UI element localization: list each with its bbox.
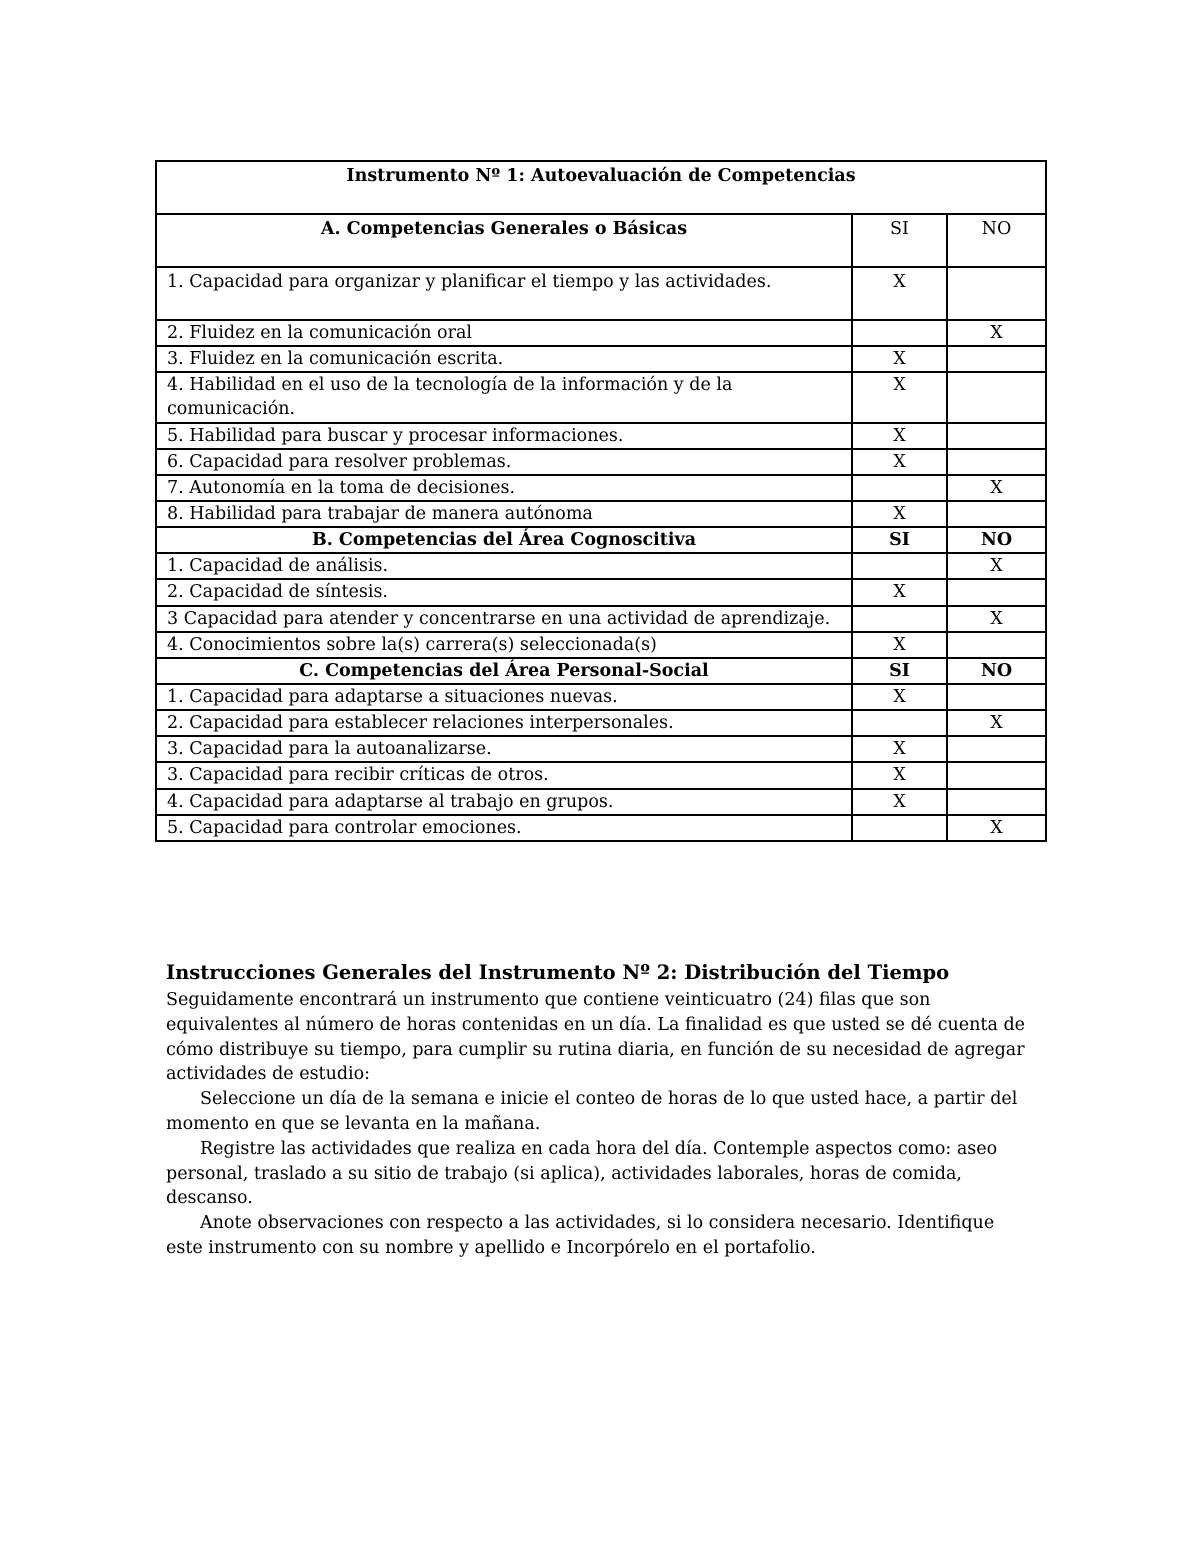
si-mark: X [852, 449, 947, 475]
no-mark [947, 372, 1046, 422]
si-mark [852, 553, 947, 579]
instructions-heading: Instrucciones Generales del Instrumento Nº 2: Distribución del Tiempo [166, 961, 950, 984]
table-row [156, 267, 1046, 320]
section-a-header [156, 214, 1046, 267]
table-row [156, 423, 1046, 449]
si-column-header: SI [852, 527, 947, 553]
si-mark: X [852, 423, 947, 449]
no-mark: X [947, 320, 1046, 346]
competency-text: 3 Capacidad para atender y concentrarse en una actividad de aprendizaje. [156, 606, 852, 632]
table-row [156, 684, 1046, 710]
competency-text: 2. Fluidez en la comunicación oral [156, 320, 852, 346]
table-row [156, 762, 1046, 788]
competency-text: 4. Conocimientos sobre la(s) carrera(s) seleccionada(s) [156, 632, 852, 658]
no-mark: X [947, 815, 1046, 841]
competency-text: 5. Capacidad para controlar emociones. [156, 815, 852, 841]
si-column-header: SI [852, 658, 947, 684]
table-row [156, 632, 1046, 658]
si-mark: X [852, 684, 947, 710]
table-row [156, 789, 1046, 815]
si-mark: X [852, 346, 947, 372]
competency-text: 2. Capacidad de síntesis. [156, 579, 852, 605]
no-column-header: NO [947, 658, 1046, 684]
table-title-row [156, 161, 1046, 214]
no-mark: X [947, 553, 1046, 579]
table-row [156, 736, 1046, 762]
competency-text: 4. Habilidad en el uso de la tecnología de la información y de la comunicación. [156, 372, 852, 422]
competency-text: 1. Capacidad para organizar y planificar el tiempo y las actividades. [156, 267, 852, 320]
section-b-header [156, 527, 1046, 553]
instructions-step: Anote observaciones con respecto a las actividades, si lo considera necesario. Identifique este instrumento con su nombre y apellido e Incorpórelo en el portafolio. [166, 1213, 995, 1258]
si-mark: X [852, 267, 947, 320]
si-mark [852, 475, 947, 501]
table-row [156, 606, 1046, 632]
competency-text: 1. Capacidad para adaptarse a situaciones nuevas. [156, 684, 852, 710]
table-row [156, 579, 1046, 605]
si-mark [852, 815, 947, 841]
no-mark: X [947, 475, 1046, 501]
competency-text: 4. Capacidad para adaptarse al trabajo en grupos. [156, 789, 852, 815]
no-mark [947, 449, 1046, 475]
si-mark [852, 320, 947, 346]
table-row [156, 449, 1046, 475]
no-mark [947, 684, 1046, 710]
si-mark: X [852, 762, 947, 788]
instructions-step: Registre las actividades que realiza en cada hora del día. Contemple aspectos como: aseo personal, traslado a su sitio de trabajo (si aplica), actividades laborales, horas de comida, descanso. [166, 1138, 998, 1209]
no-mark [947, 423, 1046, 449]
competency-text: 8. Habilidad para trabajar de manera autónoma [156, 501, 852, 527]
table-row [156, 815, 1046, 841]
no-mark [947, 267, 1046, 320]
si-mark: X [852, 632, 947, 658]
competency-text: 3. Capacidad para recibir críticas de otros. [156, 762, 852, 788]
si-column-header: SI [852, 214, 947, 267]
competency-text: 3. Capacidad para la autoanalizarse. [156, 736, 852, 762]
instructions-block [166, 960, 1036, 1261]
no-mark [947, 789, 1046, 815]
no-mark [947, 579, 1046, 605]
competency-text: 7. Autonomía en la toma de decisiones. [156, 475, 852, 501]
table-row [156, 320, 1046, 346]
no-column-header: NO [947, 214, 1046, 267]
si-mark [852, 606, 947, 632]
table-row [156, 372, 1046, 422]
no-mark: X [947, 606, 1046, 632]
no-mark [947, 346, 1046, 372]
si-mark: X [852, 501, 947, 527]
competency-text: 3. Fluidez en la comunicación escrita. [156, 346, 852, 372]
si-mark: X [852, 372, 947, 422]
competency-text: 6. Capacidad para resolver problemas. [156, 449, 852, 475]
si-mark: X [852, 789, 947, 815]
competency-text: 1. Capacidad de análisis. [156, 553, 852, 579]
instructions-step: Seleccione un día de la semana e inicie el conteo de horas de lo que usted hace, a partir del momento en que se levanta en la mañana. [166, 1089, 1018, 1134]
no-mark: X [947, 710, 1046, 736]
section-b-heading: B. Competencias del Área Cognoscitiva [156, 527, 852, 553]
instructions-intro: Seguidamente encontrará un instrumento que contiene veinticuatro (24) filas que son equivalentes al número de horas contenidas en un día. La finalidad es que usted se dé cuenta de cómo distribuye su tiempo, para cumplir su rutina diaria, en función de su necesidad de agregar actividades de estudio: [166, 990, 1026, 1085]
competency-text: 2. Capacidad para establecer relaciones interpersonales. [156, 710, 852, 736]
no-mark [947, 501, 1046, 527]
table-row [156, 501, 1046, 527]
table-title: Instrumento Nº 1: Autoevaluación de Competencias [156, 161, 1046, 214]
competency-table [155, 160, 1047, 842]
si-mark [852, 710, 947, 736]
no-column-header: NO [947, 527, 1046, 553]
competency-text: 5. Habilidad para buscar y procesar informaciones. [156, 423, 852, 449]
table-row [156, 710, 1046, 736]
section-c-header [156, 658, 1046, 684]
si-mark: X [852, 736, 947, 762]
no-mark [947, 762, 1046, 788]
section-a-heading: A. Competencias Generales o Básicas [156, 214, 852, 267]
section-c-heading: C. Competencias del Área Personal-Social [156, 658, 852, 684]
si-mark: X [852, 579, 947, 605]
no-mark [947, 632, 1046, 658]
no-mark [947, 736, 1046, 762]
table-row [156, 475, 1046, 501]
table-row [156, 553, 1046, 579]
table-row [156, 346, 1046, 372]
